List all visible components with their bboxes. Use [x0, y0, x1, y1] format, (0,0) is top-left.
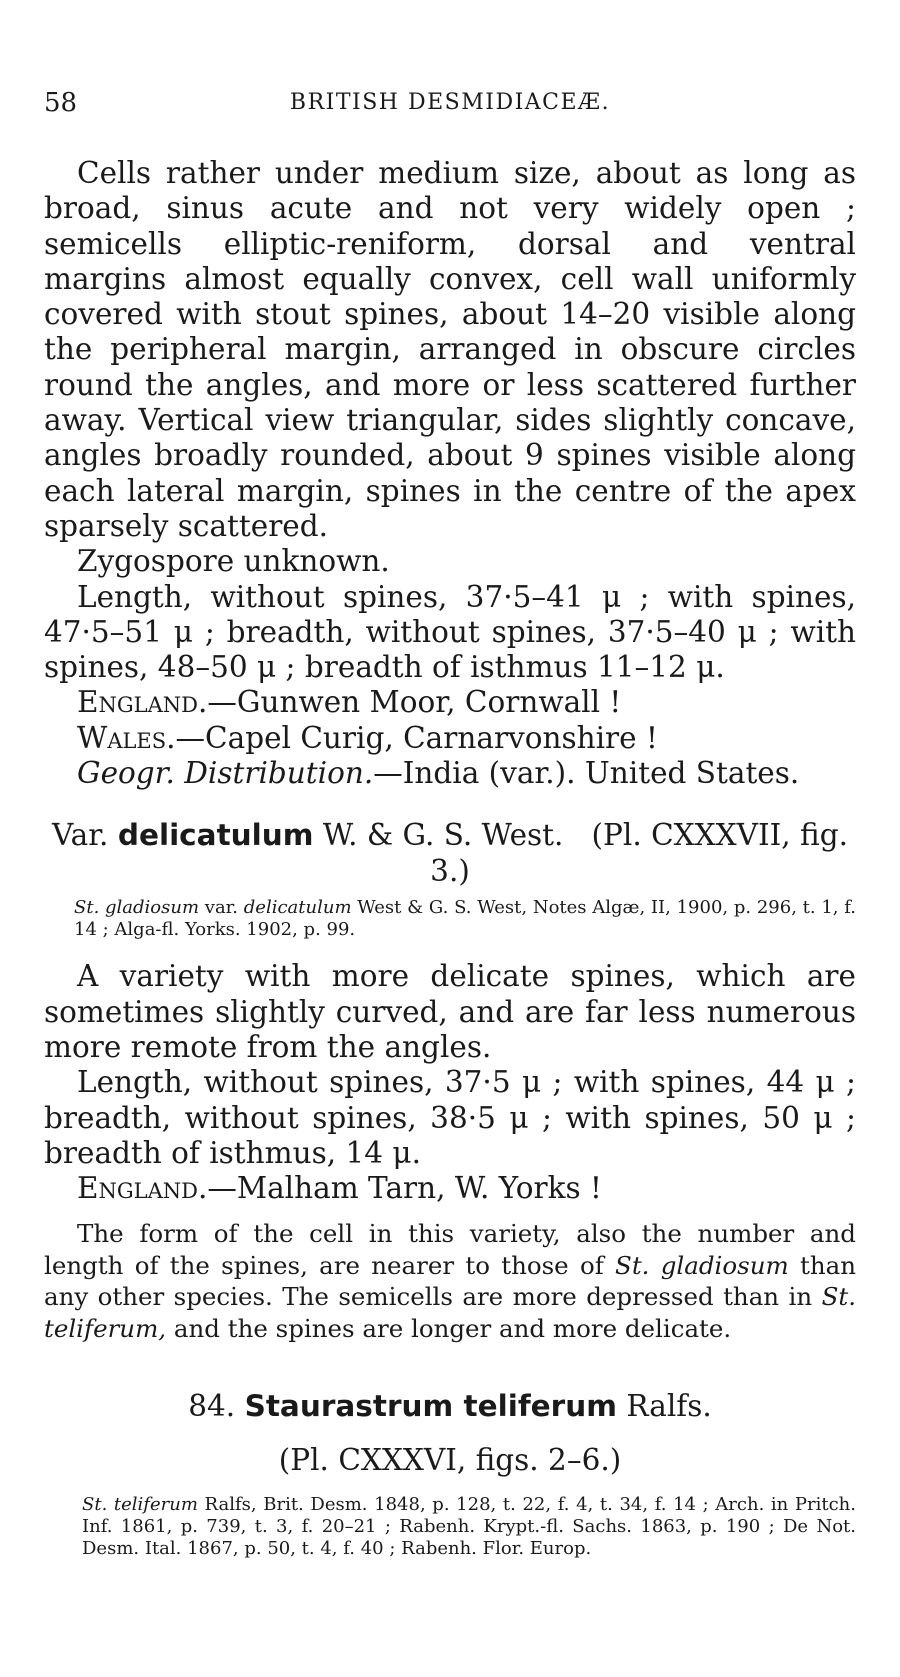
- variety-name: delicatulum: [117, 818, 314, 853]
- note-text: than any other species. The semicells are more depressed than in: [44, 1250, 856, 1312]
- ref-variety: delicatulum: [243, 897, 352, 919]
- page-body: [44, 156, 856, 1560]
- distribution-text: —India (var.). United States.: [373, 756, 800, 791]
- variety-description: A variety with more delicate spines, which are sometimes slightly curved, and are far less numerous more remote from the angles.: [44, 959, 856, 1064]
- variety-reference: [74, 897, 856, 941]
- variety-dimensions: Length, without spines, 37·5 μ ; with spines, 44 μ ; breadth, without spines, 38·5 μ ; with spines, 50 μ ; breadth of isthmus, 14 μ.: [44, 1065, 856, 1170]
- species-dimensions: Length, without spines, 37·5–41 μ ; with spines, 47·5–51 μ ; breadth, without spines, 37·5–40 μ ; with spines, 48–50 μ ; breadth of isthmus 11–12 μ.: [44, 579, 856, 685]
- ref-name: St. teliferum: [82, 1494, 198, 1516]
- ref-species: St. gladiosum: [74, 897, 200, 919]
- variety-authority: W. & G. S. West.: [322, 818, 564, 853]
- locality-england: [44, 685, 856, 720]
- note-italic: St. gladiosum: [615, 1250, 789, 1280]
- locality-text: .—Malham Tarn, W. Yorks !: [198, 1171, 602, 1206]
- variety-note: [44, 1218, 856, 1344]
- species-name: Staurastrum teliferum: [244, 1389, 617, 1424]
- locality-region: England: [77, 685, 199, 720]
- species-heading: [44, 1386, 856, 1426]
- zygospore-note: Zygospore unknown.: [77, 544, 390, 579]
- note-text: The form of the cell in this variety, also the number and length of the spines, are nearer to those of: [44, 1219, 856, 1280]
- locality-text: .—Gunwen Moor, Cornwall !: [198, 685, 622, 720]
- variety-prefix: Var.: [52, 818, 109, 853]
- variety-heading: [44, 817, 856, 889]
- locality-region: Wales: [77, 720, 167, 755]
- ref-rest: West & G. S. West, Notes Algæ, II, 1900, p. 296, t. 1, f. 14 ; Alga-fl. Yorks. 1902, p. 99.: [74, 897, 856, 941]
- page-header: [44, 88, 856, 122]
- locality-wales: [44, 721, 856, 756]
- species-description: Cells rather under medium size, about as long as broad, sinus acute and not very widely open ; semicells elliptic-reniform, dorsal and ventral margins almost equally convex, cell wall uniformly covered with stout spines, about 14–20 visible along the peripheral margin, arranged in obscure circles round the angles, and more or less scattered further away. Vertical view triangular, sides slightly concave, angles broadly rounded, about 9 spines visible along each lateral margin, spines in the centre of the apex sparsely scattered.: [44, 156, 856, 543]
- note-italic: St. teliferum,: [44, 1282, 856, 1343]
- species-number: 84.: [188, 1389, 236, 1424]
- ref-rest: Ralfs, Brit. Desm. 1848, p. 128, t. 22, f. 4, t. 34, f. 14 ; Arch. in Pritch. Inf. 1861, p. 739, t. 3, f. 20–21 ; Rabenh. Krypt.-fl. Sachs. 1863, p. 190 ; De Not. Desm. Ital. 1867, p. 50, t. 4, f. 40 ; Rabenh. Flor. Europ.: [82, 1494, 857, 1560]
- locality-text: .—Capel Curig, Carnarvonshire !: [166, 720, 658, 755]
- variety-plate: (Pl. CXXXVII, fig. 3.): [430, 818, 848, 889]
- locality-region: England: [77, 1171, 199, 1206]
- note-text: and the spines are longer and more delicate.: [166, 1313, 732, 1343]
- species-plate: (Pl. CXXXVI, figs. 2–6.): [278, 1443, 622, 1478]
- page-number: 58: [44, 88, 78, 118]
- running-title: BRITISH DESMIDIACEÆ.: [289, 90, 611, 115]
- ref-mid: var.: [199, 897, 244, 919]
- species-reference: [82, 1494, 856, 1560]
- distribution-label: Geogr. Distribution.: [77, 756, 374, 791]
- species-authority: Ralfs.: [626, 1389, 712, 1424]
- variety-locality: [44, 1171, 856, 1206]
- geographic-distribution: [44, 756, 856, 791]
- spacer: [44, 941, 856, 959]
